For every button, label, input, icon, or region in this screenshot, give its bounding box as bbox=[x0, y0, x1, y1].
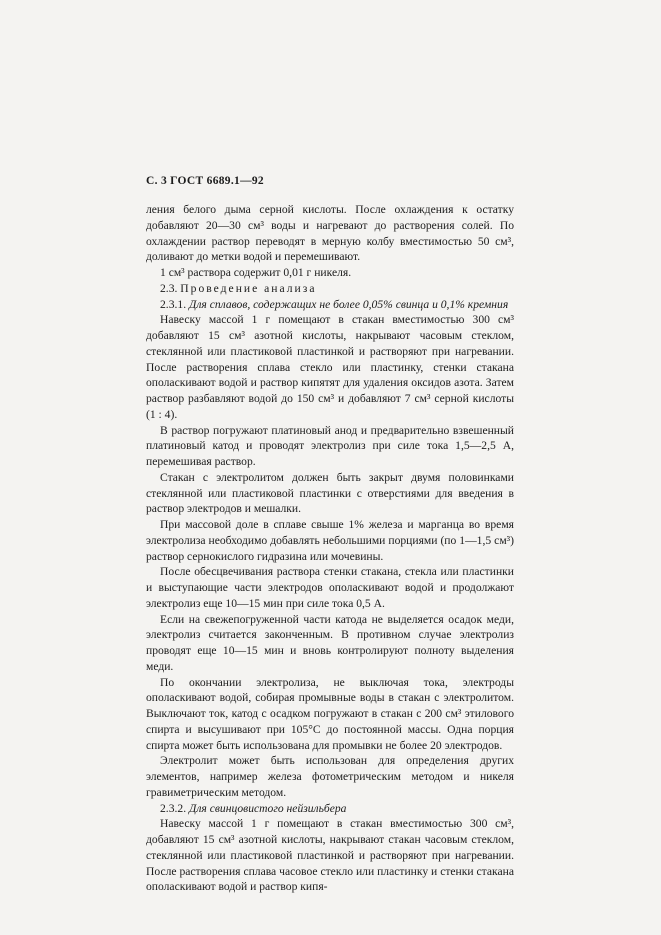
paragraph: Навеску массой 1 г помещают в стакан вместимостью 300 см³ добавляют 15 см³ азотной кислоты, накрывают часовым стеклом, стеклянной или пластиковой пластинкой и растворяют при нагревании. После растворения сплава стекло или пластинку, стенки стакана ополаскивают водой и раствор кипятят для удаления оксидов азота. Затем раствор разбавляют водой до 150 см³ и добавляют 7 см³ серной кислоты (1 : 4). bbox=[146, 313, 514, 421]
page-header: С. 3 ГОСТ 6689.1—92 bbox=[146, 175, 264, 187]
section-title: Проведение анализа bbox=[180, 281, 317, 295]
paragraph: Электролит может быть использован для определения других элементов, например железа фотометрическим методом и никеля гравиметрическим методом. bbox=[146, 754, 514, 799]
subsection-title: Для свинцовистого нейзильбера bbox=[189, 801, 347, 815]
subsection-heading bbox=[146, 801, 514, 817]
paragraph: При массовой доле в сплаве свыше 1% железа и марганца во время электролиза необходимо добавлять небольшими порциями (по 1—1,5 см³) раствор сернокислого гидразина или мочевины. bbox=[146, 518, 514, 563]
paragraph: По окончании электролиза, не выключая тока, электроды ополаскивают водой, собирая промывные воды в стакан с электролитом. Выключают ток, катод с осадком погружают в стакан с 200 см³ этилового спирта и высушивают при 105°С до постоянной массы. Одна порция спирта может быть использована для промывки не более 20 электродов. bbox=[146, 675, 514, 752]
paragraph: ления белого дыма серной кислоты. После охлаждения к остатку добавляют 20—30 см³ воды и нагревают до растворения солей. По охлаждении раствор переводят в мерную колбу вместимостью 50 см³, доливают до метки водой и перемешивают. bbox=[146, 203, 514, 264]
subsection-title: Для сплавов, содержащих не более 0,05% свинца и 0,1% кремния bbox=[189, 297, 509, 311]
paragraph: После обесцвечивания раствора стенки стакана, стекла или пластинки и выступающие части электродов ополаскивают водой и продолжают электролиз еще 10—15 мин при силе тока 0,5 А. bbox=[146, 565, 514, 610]
section-number: 2.3. bbox=[160, 281, 178, 295]
paragraph: 1 см³ раствора содержит 0,01 г никеля. bbox=[160, 266, 352, 279]
paragraph: Стакан с электролитом должен быть закрыт двумя половинками стеклянной или пластиковой пластинки с отверстиями для введения в раствор электродов и мешалки. bbox=[146, 470, 514, 516]
subsection-number: 2.3.2. bbox=[160, 801, 187, 815]
paragraph: В раствор погружают платиновый анод и предварительно взвешенный платиновый катод и проводят электролиз при силе тока 1,5—2,5 А, перемешивая раствор. bbox=[146, 423, 514, 468]
subsection-heading bbox=[146, 297, 514, 313]
paragraph: Навеску массой 1 г помещают в стакан вместимостью 300 см³, добавляют 15 см³ азотной кислоты, накрывают стакан часовым стеклом, стеклянной или пластиковой пластинкой и растворяют при нагревании. После растворения сплава часовое стекло или пластинку и стенки стакана ополаскивают водой и раствор кипя- bbox=[146, 817, 514, 894]
subsection-number: 2.3.1. bbox=[160, 297, 187, 311]
document-body bbox=[146, 202, 514, 895]
section-heading bbox=[146, 281, 514, 297]
paragraph: Если на свежепогруженной части катода не выделяется осадок меди, электролиз считается законченным. В противном случае электролиз проводят еще 10—15 мин и вновь контролируют полноту выделения меди. bbox=[146, 612, 514, 673]
